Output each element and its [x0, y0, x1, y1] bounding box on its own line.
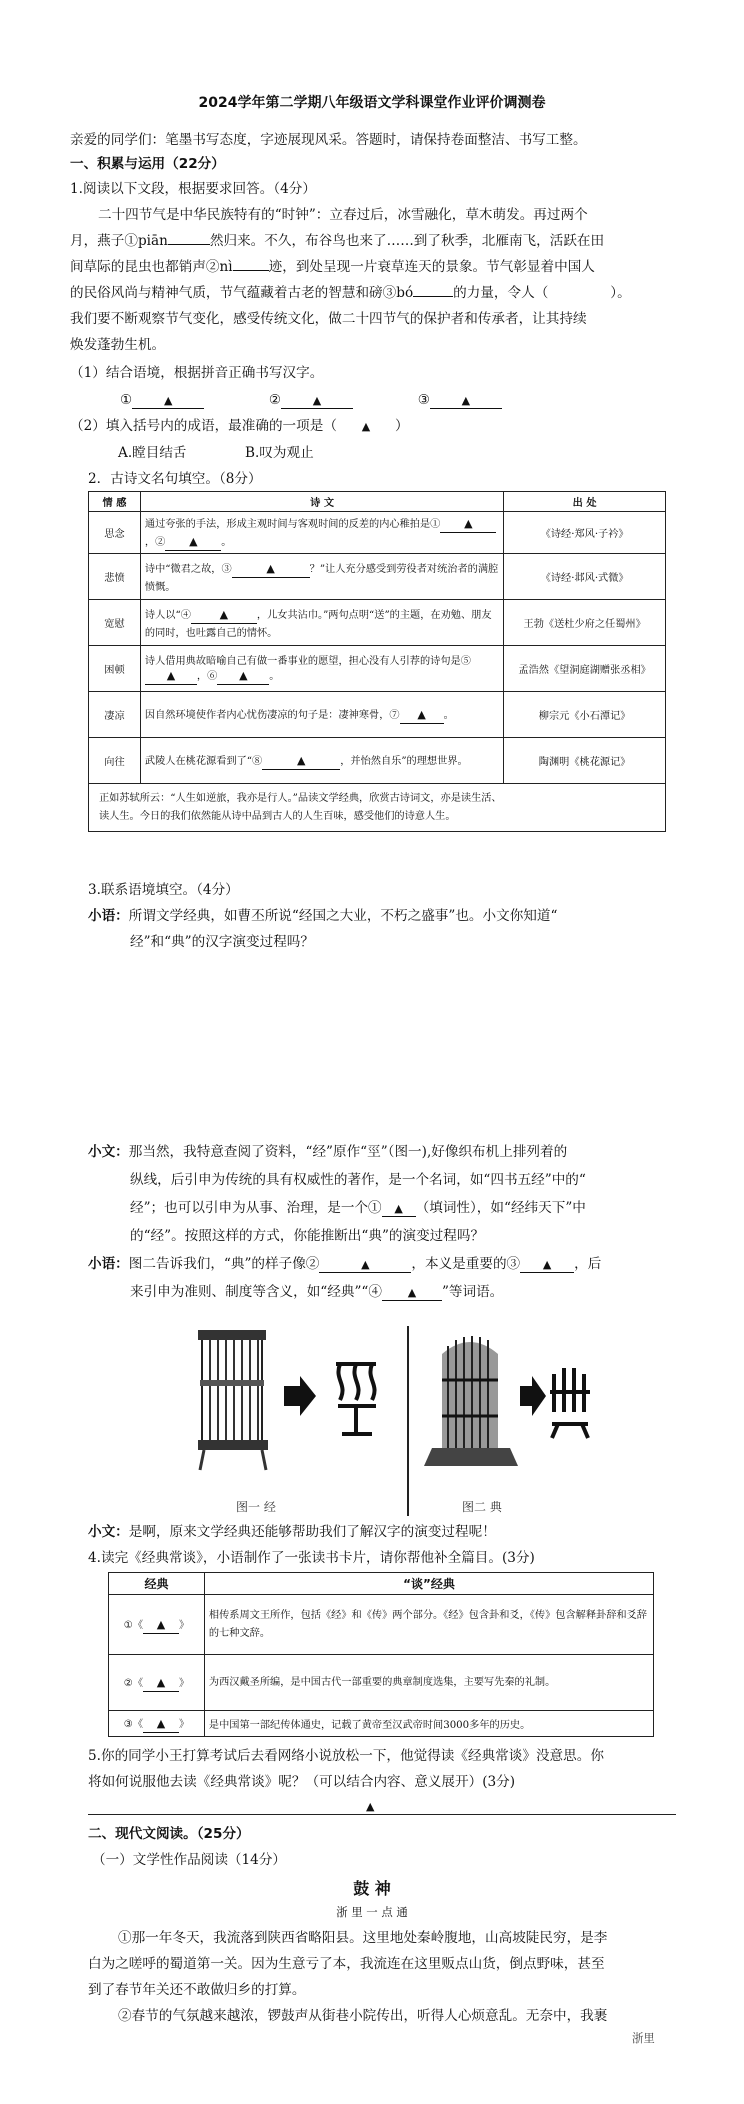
dialogue-line: 经”和“典”的汉字演变过程吗？	[130, 934, 314, 950]
answer-choice-slot[interactable]: ▲	[361, 420, 371, 433]
q1-passage-line: 月，燕子①piān 然归来。不久，布谷鸟也来了……到了秋季，北雁南飞，活跃在田	[70, 233, 605, 249]
dialogue-xiaoyu: 小语：所谓文学经典，如曹丕所说“经国之大业，不朽之盛事”也。小文你知道“	[88, 908, 558, 924]
answer-blank[interactable]: ▲	[319, 1257, 411, 1273]
q5-prompt: 5.你的同学小王打算考试后去看网络小说放松一下，他觉得读《经典常谈》没意思。你	[88, 1748, 604, 1764]
section2-heading: 二、现代文阅读。（25分）	[88, 1826, 250, 1842]
q2-prompt: 2．古诗文名句填空。（8分）	[88, 471, 262, 487]
divider	[88, 1814, 676, 1815]
section1-heading: 一、积累与运用（22分）	[70, 156, 225, 172]
table-row: 凄凉 因自然环境使作者内心忧伤凄凉的句子是：凄神寒骨，⑦ ▲ 。 柳宗元《小石潭记》	[89, 692, 666, 738]
table-header: “谈”经典	[204, 1573, 653, 1595]
answer-blank-3[interactable]: ▲	[430, 393, 502, 409]
table-header: 情 感	[89, 492, 141, 512]
answer-blank[interactable]: ▲	[382, 1201, 416, 1217]
exam-title: 2024学年第二学期八年级语文学科课堂作业评价调测卷	[198, 95, 546, 111]
answer-blank[interactable]: ▲	[382, 1285, 442, 1301]
dialogue-xiaowen: 小文：是啊，原来文学经典还能够帮助我们了解汉字的演变过程呢！	[88, 1524, 496, 1540]
dialogue-xiaowen: 小文：那当然，我特意查阅了资料，“经”原作“巠”（图一),好像织布机上排列着的	[88, 1144, 568, 1160]
loom-drawing	[198, 1330, 268, 1470]
character-evolution-figure	[180, 1320, 600, 1520]
answer-blank[interactable]: ▲	[520, 1257, 574, 1273]
dialogue-line: 纵线，后引申为传统的具有权威性的著作，是一个名词，如“四书五经”中的“	[130, 1172, 586, 1188]
answer-blank[interactable]	[413, 296, 453, 297]
q1-sub2: （2）填入括号内的成语，最准确的一项是（ ▲ ）	[70, 414, 409, 439]
answer-blank-2[interactable]: ▲	[281, 393, 353, 409]
table-header: 经典	[109, 1573, 205, 1595]
figure1-caption: 图一 经	[236, 1500, 276, 1514]
answer-blank-1[interactable]: ▲	[132, 393, 204, 409]
q1-prompt: 1.阅读以下文段，根据要求回答。（4分）	[70, 181, 316, 197]
answer-blank[interactable]	[168, 244, 210, 245]
story-paragraph-line: 到了春节年关还不敢做归乡的打算。	[88, 1982, 306, 1998]
table-header: 诗 文	[140, 492, 503, 512]
q1-passage-line: 焕发蓬勃生机。	[70, 337, 166, 353]
q1-passage-line: 间草际的昆虫也都销声②nì 迹，到处呈现一片衰草连天的景象。节气彰显着中国人	[70, 259, 595, 275]
option-a: A.瞠目结舌	[118, 445, 187, 461]
q4-prompt: 4.读完《经典常谈》，小语制作了一张读书卡片，请你帮他补全篇目。(3分)	[88, 1550, 535, 1566]
table-row: ②《 ▲ 》 为西汉戴圣所编，是中国古代一部重要的典章制度选集，主要写先秦的礼制。	[109, 1655, 654, 1711]
dialogue-xiaoyu: 小语：图二告诉我们，“典”的样子像② ▲ ，本义是重要的③ ▲ ，后	[88, 1256, 602, 1272]
reading-card-table	[108, 1572, 654, 1737]
story-paragraph-line: ①那一年冬天，我流落到陕西省略阳县。这里地处秦岭腹地，山高坡陡民穷，是李	[118, 1930, 608, 1946]
story-title: 鼓 神	[353, 1879, 391, 1898]
table-row: 悲愤 诗中“微君之故，③ ▲ ？”让人充分感受到劳役者对统治者的满腔愤慨。 《诗经·邶风·式微》	[89, 554, 666, 600]
greeting: 亲爱的同学们：笔墨书写态度，字迹展现风采。答题时，请保持卷面整洁、书写工整。	[70, 132, 587, 148]
table-row: 困顿 诗人借用典故暗喻自己有做一番事业的愿望，担心没有人引荐的诗句是⑤▲ ，⑥ ▲ 。 孟浩然《望洞庭湖赠张丞相》	[89, 646, 666, 692]
q1-passage-line: 我们要不断观察节气变化，感受传统文化，做二十四节气的保护者和传承者，让其持续	[70, 311, 587, 327]
q5-prompt: 将如何说服他去读《经典常谈》呢？（可以结合内容、意义展开）(3分)	[88, 1774, 516, 1790]
q1-sub1: （1）结合语境，根据拼音正确书写汉字。	[70, 365, 324, 381]
table-row: 宽慰 诗人以“④ ▲ ，儿女共沾巾。”两句点明“送”的主题，在劝勉、朋友的同时，也吐露自己的情怀。 王勃《送杜少府之任蜀州》	[89, 600, 666, 646]
story-paragraph-line: 白为之嗟呼的蜀道第一关。因为生意亏了本，我流连在这里贩点山货，倒点野味，甚至	[88, 1956, 605, 1972]
section2-sub: （一）文学性作品阅读（14分）	[92, 1852, 287, 1868]
bamboo-slips-drawing	[424, 1336, 518, 1466]
answer-area-marker[interactable]: ▲	[366, 1800, 375, 1813]
watermark: 浙里	[632, 2031, 655, 2045]
table-row: 向往 武陵人在桃花源看到了“⑧ ▲ ，并怡然自乐”的理想世界。 陶渊明《桃花源记》	[89, 738, 666, 784]
story-author: 浙 里 一 点 通	[336, 1905, 408, 1919]
q1-passage-line: 的民俗风尚与精神气质，节气蕴藏着古老的智慧和磅③bó 的力量，令人（ ）。	[70, 285, 631, 301]
story-paragraph-line: ②春节的气氛越来越浓，锣鼓声从街巷小院传出，听得人心烦意乱。无奈中，我裹	[118, 2008, 608, 2024]
option-b: B.叹为观止	[245, 445, 314, 461]
dialogue-line: 的“经”。按照这样的方式，你能推断出“典”的演变过程吗？	[130, 1228, 485, 1244]
table-row: ①《 ▲ 》 相传系周文王所作，包括《经》和《传》两个部分。《经》包含卦和爻，《传》包含解释卦辞和爻辞的七种文辞。	[109, 1595, 654, 1655]
q1-blanks: ① ▲ ② ▲ ③ ▲	[120, 388, 502, 412]
poetry-table	[88, 491, 666, 832]
figure2-caption: 图二 典	[462, 1500, 502, 1514]
table-footer-row: 正如苏轼所云：“人生如逆旅，我亦是行人。”品读文学经典，欣赏古诗词文，亦是读生活、 读人生。今日的我们依然能从诗中品到古人的人生百味，感受他们的诗意人生。	[89, 784, 666, 832]
arrow-icon	[284, 1376, 316, 1416]
q1-passage-line: 二十四节气是中华民族特有的“时钟”：立春过后，冰雪融化，草木萌发。再过两个	[98, 207, 588, 223]
dialogue-line: 来引申为准则、制度等含义，如“经典”“④ ▲ ”等词语。	[130, 1284, 504, 1300]
table-row: ③《 ▲ 》 是中国第一部纪传体通史，记载了黄帝至汉武帝时间3000多年的历史。	[109, 1711, 654, 1737]
q3-prompt: 3.联系语境填空。（4分）	[88, 882, 239, 898]
table-header: 出 处	[504, 492, 666, 512]
table-row: 思念 通过夸张的手法，形成主观时间与客观时间的反差的内心稚拍是① ▲，② ▲ 。 《诗经·郑风·子衿》	[89, 512, 666, 554]
dialogue-line: 经”；也可以引申为从事、治理，是一个① ▲ （填词性），如“经纬天下”中	[130, 1200, 586, 1216]
answer-blank[interactable]	[233, 270, 269, 271]
dian-glyph	[550, 1368, 590, 1438]
jing-glyph	[336, 1364, 376, 1434]
arrow-icon	[520, 1376, 546, 1416]
